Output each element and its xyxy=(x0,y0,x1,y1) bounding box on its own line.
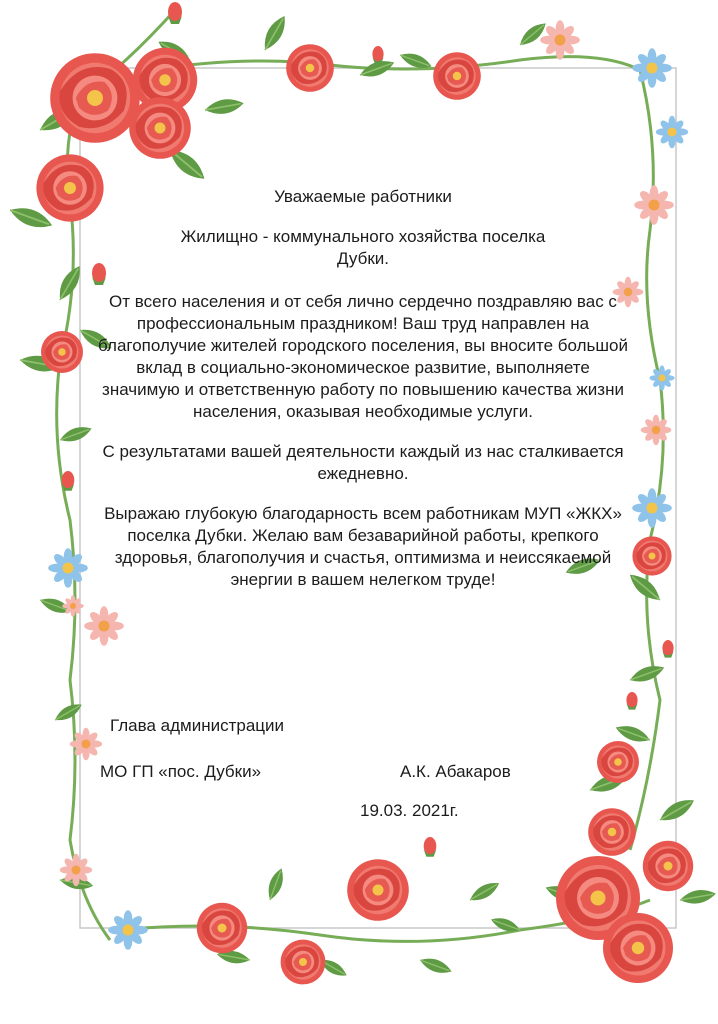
paragraph-congratulation: От всего населения и от себя лично сердечно поздравляю вас с профессиональным праздником! Ваш труд направлен на благополучие жителей городского поселения, вы вносите большой вклад в социально-экономическое развитие, выполняете значимую и ответственную работу по повышению качества жизни населения, оказывая необходимые услуги. xyxy=(98,292,628,421)
signature-name: А.К. Абакаров xyxy=(400,762,511,781)
signature-date: 19.03. 2021г. xyxy=(360,801,459,820)
addressee-line-2: Дубки. xyxy=(337,249,389,268)
letter-body xyxy=(96,186,630,609)
paragraph-results: С результатами вашей деятельности каждый из нас сталкивается ежедневно. xyxy=(102,442,624,483)
greeting-heading: Уважаемые работники xyxy=(274,187,452,206)
paragraph-gratitude: Выражаю глубокую благодарность всем работникам МУП «ЖКХ» поселка Дубки. Желаю вам безаварийной работы, крепкого здоровья, благополучия и счастья, оптимизма и неиссякаемой энергии в вашем нелегком труде! xyxy=(104,504,622,589)
addressee-line-1: Жилищно - коммунального хозяйства поселка xyxy=(180,227,546,246)
addressee xyxy=(96,226,630,270)
signature-organization: МО ГП «пос. Дубки» xyxy=(100,762,262,781)
signature-title: Глава администрации xyxy=(110,716,285,735)
